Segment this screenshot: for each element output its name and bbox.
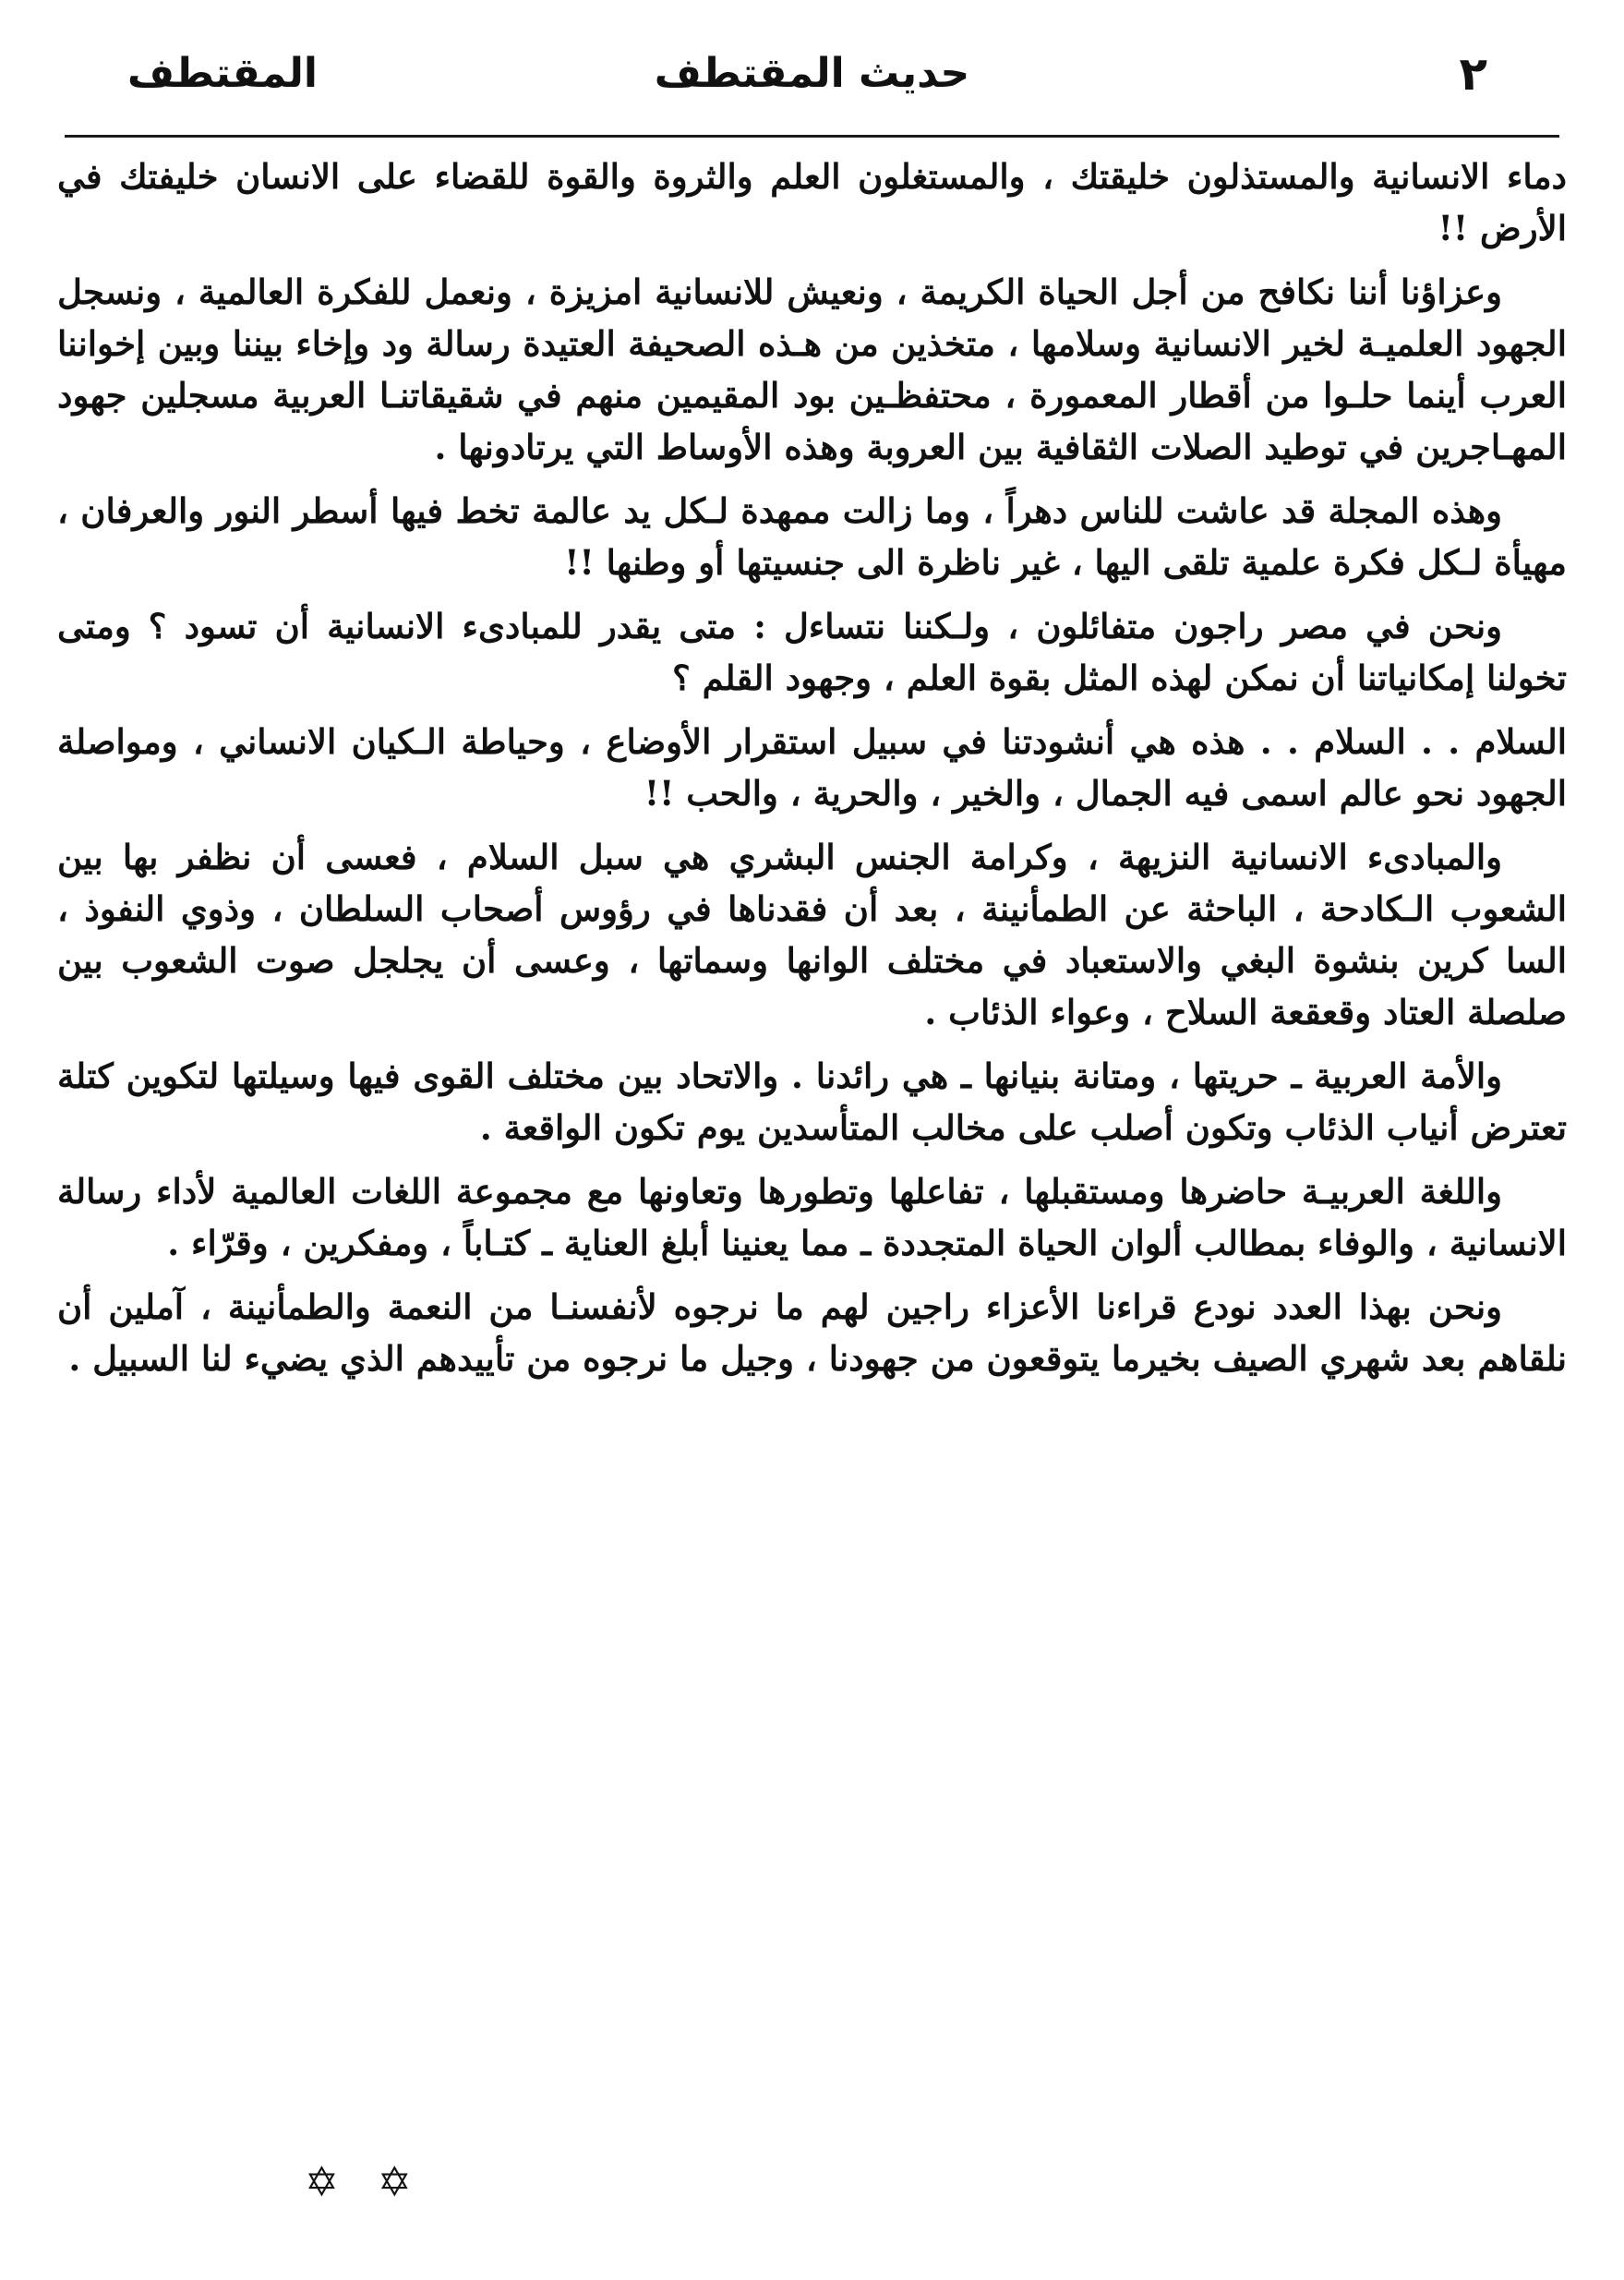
paragraph: والأمة العربية ـ حريتها ، ومتانة بنيانها ـ هي رائدنا . والاتحاد بين مختلف القوى فيها وسيلتها لتكوين كتلة تعترض أنياب الذئاب وتكون أصلب على مخالب المتأسدين يوم تكون الواقعة .	[57, 1056, 1567, 1148]
closing-ornament: ✡ ✡	[305, 2159, 425, 2206]
running-header	[57, 37, 1567, 111]
paragraph: السلام . . السلام . . هذه هي أنشودتنا في سبيل استقرار الأوضاع ، وحياطة الـكيان الانساني ، ومواصلة الجهود نحو عالم اسمى فيه الجمال ، والخير ، والحرية ، والحب !!	[57, 721, 1567, 814]
paragraph: وعزاؤنا أننا نكافح من أجل الحياة الكريمة ، ونعيش للانسانية امزيزة ، ونعمل للفكرة العالمية ، ونسجل الجهود العلميـة لخير الانسانية وسلامها ، متخذين من هـذه الصحيفة العتيدة رسالة ود وإخاء بيننا وبين إخواننا العرب أينما حلـوا من أقطار المعمورة ، محتفظـين بود المقيمين منهم في شقيقاتنـا العربية مسجلين جهود المهـاجرين في توطيد الصلات الثقافية بين العروبة وهذه الأوساط التي يرتادونها .	[57, 271, 1567, 467]
paragraph: وهذه المجلة قد عاشت للناس دهراً ، وما زالت ممهدة لـكل يد عالمة تخط فيها أسطر النور والعرفان ، مهيأة لـكل فكرة علمية تلقى اليها ، غير ناظرة الى جنسيتها أو وطنها !!	[57, 490, 1567, 583]
paragraph: دماء الانسانية والمستذلون خليقتك ، والمستغلون العلم والثروة والقوة للقضاء على الانسان خليفتك في الأرض !!	[57, 156, 1567, 248]
journal-name: المقتطف	[127, 50, 318, 97]
paragraph: ونحن بهذا العدد نودع قراءنا الأعزاء راجين لهم ما نرجوه لأنفسنـا من النعمة والطمأنينة ، آملين أن نلقاهم بعد شهري الصيف بخيرما يتوقعون من جهودنا ، وجيل ما نرجوه من تأييدهم الذي يضيء لنا السبيل .	[57, 1286, 1567, 1379]
header-divider	[65, 135, 1559, 138]
article-body	[57, 151, 1567, 1384]
section-title: حديث المقتطف	[654, 50, 970, 97]
paragraph: واللغة العربيـة حاضرها ومستقبلها ، تفاعلها وتطورها وتعاونها مع مجموعة اللغات العالمية لأداء رسالة الانسانية ، والوفاء بمطالب ألوان الحياة المتجددة ـ مما يعنينا أبلغ العناية ـ كتـاباً ، ومفكرين ، وقرّاء .	[57, 1171, 1567, 1263]
paragraph: والمبادىء الانسانية النزيهة ، وكرامة الجنس البشري هي سبل السلام ، فعسى أن نظفر بها بين الشعوب الـكادحة ، الباحثة عن الطمأنينة ، بعد أن فقدناها في رؤوس أصحاب السلطان ، وذوي النفوذ ، السا كرين بنشوة البغي والاستعباد في مختلف الوانها وسماتها ، وعسى أن يجلجل صوت الشعوب بين صلصلة العتاد وقعقعة السلاح ، وعواء الذئاب .	[57, 837, 1567, 1032]
page-number: ٢	[1459, 47, 1487, 101]
paragraph: ونحن في مصر راجون متفائلون ، ولـكننا نتساءل : متى يقدر للمبادىء الانسانية أن تسود ؟ ومتى تخولنا إمكانياتنا أن نمكن لهذه المثل بقوة العلم ، وجهود القلم ؟	[57, 606, 1567, 698]
